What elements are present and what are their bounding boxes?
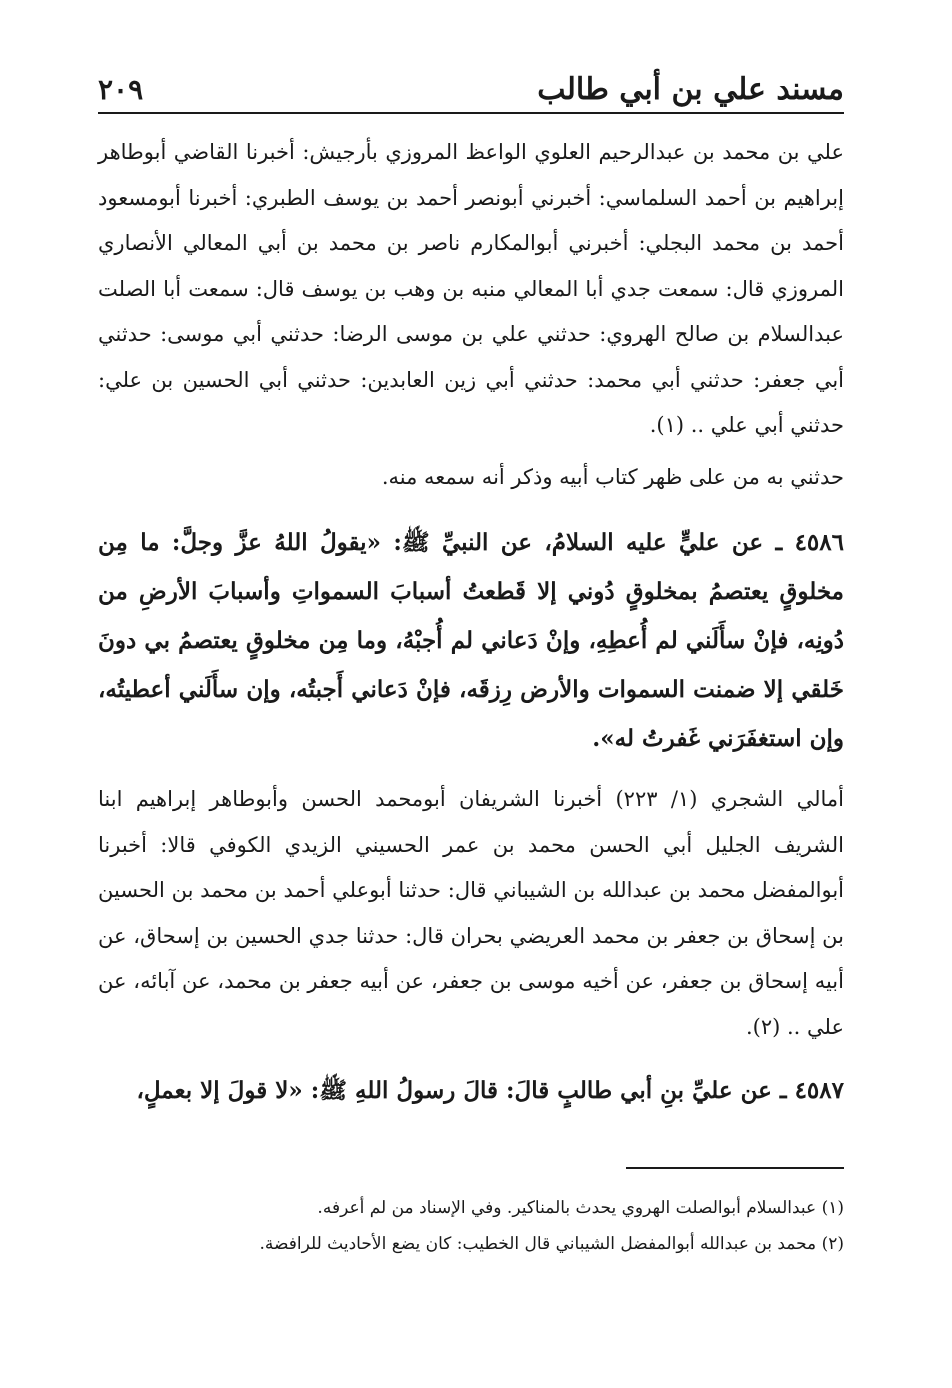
hadith-4586: ٤٥٨٦ ـ عن عليٍّ عليه السلامُ، عن النبيِّ ﷺ: «يقولُ اللهُ عزَّ وجلَّ: ما مِن مخلوقٍ يعتصمُ بمخلوقٍ دُوني إلا قَطعتُ أسبابَ السمواتِ وأسبابَ الأرضِ من دُونِه، فإنْ سأَلَني لم أُعطِهِ، وإنْ دَعاني لم أُجبْهُ، وما مِن مخلوقٍ يعتصمُ بي دونَ خَلقي إلا ضمنت السموات والأرض رِزقَه، فإنْ دَعاني أَجبتُه، وإن سأَلَني أعطيتُه، وإن استغفَرَني غَفرتُ له».	[98, 529, 844, 752]
isnad-paragraph: علي بن محمد بن عبدالرحيم العلوي الواعظ المروزي بأرجيش: أخبرنا القاضي أبوطاهر إبراهيم بن أحمد السلماسي: أخبرني أبونصر أحمد بن يوسف الطبري: أخبرنا أبومسعود أحمد بن محمد البجلي: أخبرني أبوالمكارم ناصر بن محمد بن أبي المعالي الأنصاري المروزي قال: سمعت جدي أبا المعالي منبه بن وهب بن يوسف قال: سمعت أبا الصلت عبدالسلام بن صالح الهروي: حدثني علي بن موسى الرضا: حدثني أبي موسى: حدثني أبي جعفر: حدثني أبي محمد: حدثني أبي زين العابدين: حدثني أبي الحسين بن علي: حدثني أبي علي .. (١).	[98, 140, 844, 437]
running-title: مسند علي بن أبي طالب	[537, 72, 844, 107]
hadith-4587: ٤٥٨٧ ـ عن عليِّ بنِ أبي طالبٍ قالَ: قالَ رسولُ اللهِ ﷺ: «لا قولَ إلا بعملٍ،	[136, 1077, 844, 1104]
footnotes	[98, 1190, 844, 1262]
footnote-2: (٢) محمد بن عبدالله أبوالمفضل الشيباني قال الخطيب: كان يضع الأحاديث للرافضة.	[259, 1234, 844, 1254]
narration-note: حدثني به من على ظهر كتاب أبيه وذكر أنه سمعه منه.	[381, 464, 844, 489]
footnote-rule	[626, 1167, 844, 1169]
footnote-1: (١) عبدالسلام أبوالصلت الهروي يحدث بالمناكير. وفي الإسناد من لم أعرفه.	[317, 1198, 844, 1218]
running-header	[98, 72, 844, 108]
page-number: ٢٠٩	[98, 73, 144, 106]
header-rule	[98, 112, 844, 114]
source-paragraph: أمالي الشجري (١/ ٢٢٣) أخبرنا الشريفان أبومحمد الحسن وأبوطاهر إبراهيم ابنا الشريف الجليل أبي الحسن محمد بن عمر الحسيني الزيدي الكوفي قالا: أخبرنا أبوالمفضل محمد بن عبدالله بن الشيباني قال: حدثنا أبوعلي أحمد بن محمد بن الحسين بن إسحاق بن جعفر بن محمد العريضي بحران قال: حدثنا جدي الحسين بن إسحاق، عن أبيه إسحاق بن جعفر، عن أخيه موسى بن جعفر، عن أبيه جعفر بن محمد، عن آبائه، عن علي .. (٢).	[98, 787, 844, 1039]
page-body	[98, 130, 844, 1115]
